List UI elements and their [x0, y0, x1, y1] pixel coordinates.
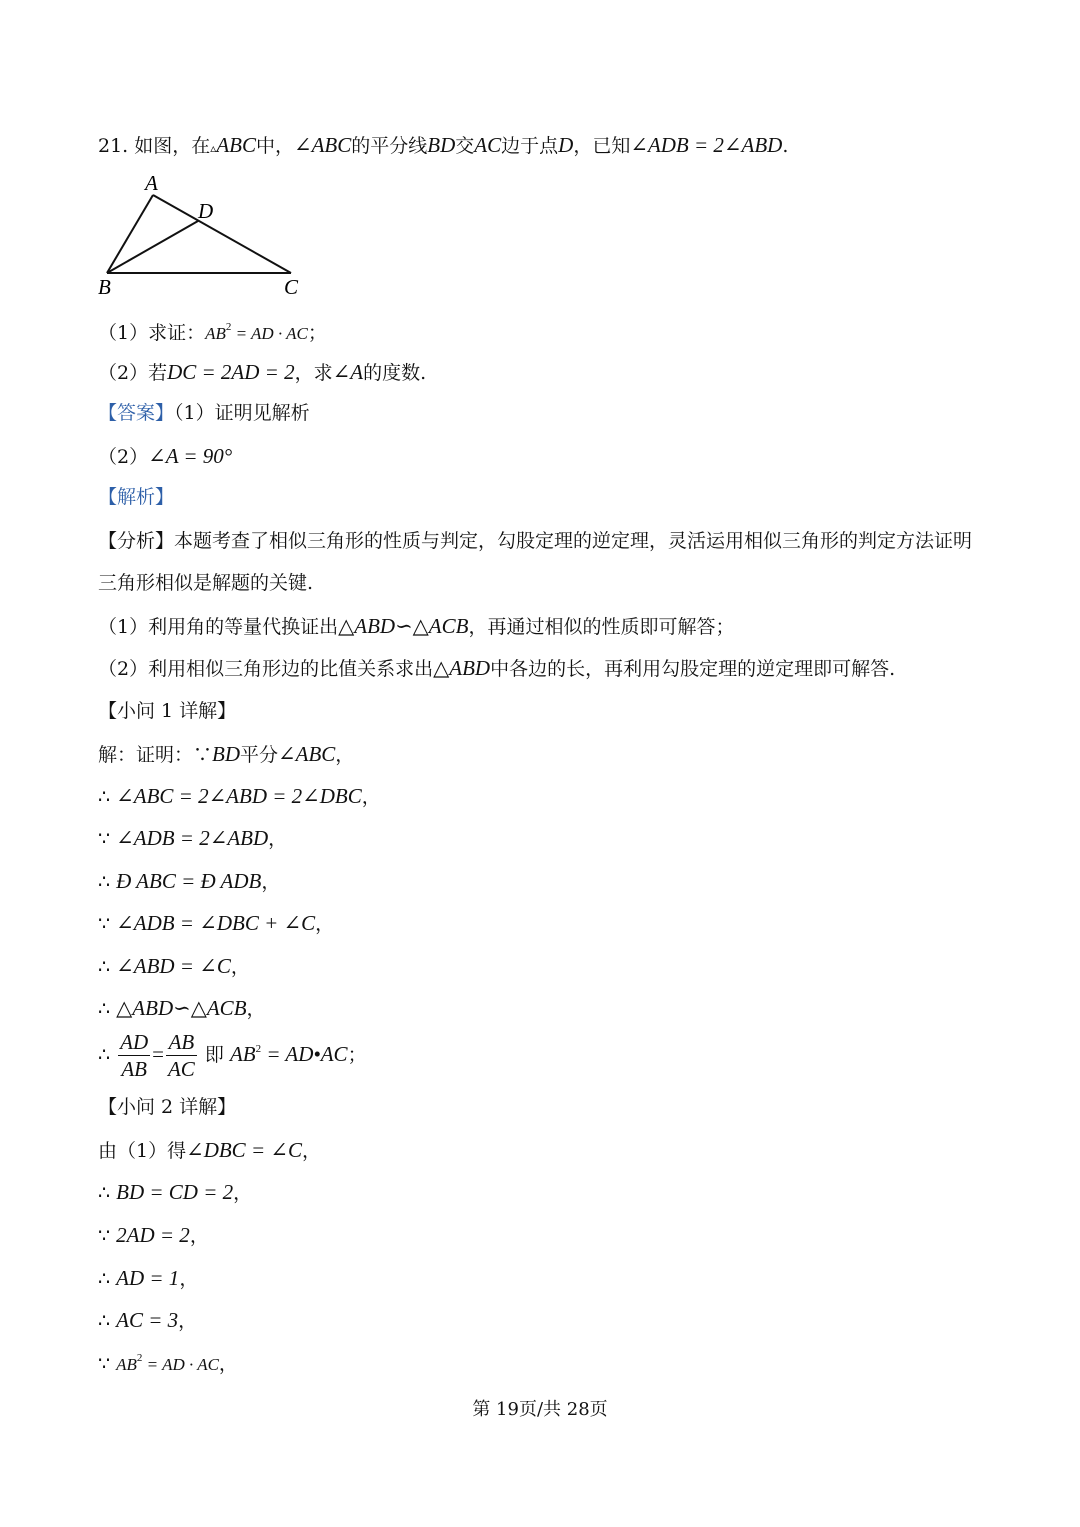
vertex-label-d: D: [198, 199, 214, 223]
part-1: （1）求证：$AB^2$ = AD · AC；: [98, 321, 327, 344]
q2-line-5: ∴ AC = 3，: [98, 1308, 198, 1332]
vertex-label-c: C: [284, 275, 299, 299]
step-1: （1）利用角的等量代换证出△ABD∽△ACB，再通过相似的性质即可解答；: [98, 614, 735, 638]
q1-line-1: 解：证明：∵BD平分∠ABC，: [98, 742, 355, 766]
q1-line-2: ∴ ∠ABC = 2∠ABD = 2∠DBC，: [98, 784, 381, 808]
q1-line-6: ∴ ∠ABD = ∠C，: [98, 954, 250, 978]
fenxi-line-2: 三角形相似是解题的关键.: [98, 572, 314, 594]
q2-line-3: ∵ 2AD = 2，: [98, 1223, 209, 1247]
q1-line-5: ∵ ∠ADB = ∠DBC + ∠C，: [98, 911, 335, 935]
answer-part-2: （2）∠A = 90°: [98, 444, 233, 468]
q1-line-7: ∴ △ABD∽△ACB，: [98, 996, 266, 1020]
segment-bd: [107, 221, 198, 273]
fraction-ab-ac: $\frac{AB}{AC}$: [167, 1030, 195, 1081]
analysis-tag: 【解析】: [98, 486, 175, 508]
q1-title: 【小问 1 详解】: [98, 700, 237, 722]
problem-statement: 21. 如图，在▵ABC中，∠ABC的平分线BD交AC边于点D，已知∠ADB = 2∠ABD.: [98, 133, 789, 157]
answer-tag: 【答案】: [98, 402, 175, 424]
answer-line: 【答案】（1）证明见解析: [98, 402, 310, 424]
q2-line-6: ∵ $AB^2$ = AD · AC，: [98, 1352, 238, 1375]
q1-line-3: ∵ ∠ADB = 2∠ABD，: [98, 826, 288, 850]
q2-line-4: ∴ AD = 1，: [98, 1266, 199, 1290]
problem-number: 21.: [98, 135, 129, 157]
fenxi-line-1: 【分析】本题考查了相似三角形的性质与判定，勾股定理的逆定理，灵活运用相似三角形的判定方法证明: [98, 530, 973, 552]
q1-line-8: ∴ $\frac{AD}{AB}$ = $\frac{AB}{AC}$ 即 $AB^2$ = AD•AC；: [98, 1030, 367, 1081]
side-ab: [107, 195, 153, 273]
step-2: （2）利用相似三角形边的比值关系求出△ABD中各边的长，再利用勾股定理的逆定理即可解答.: [98, 656, 896, 680]
triangle-figure: [90, 170, 320, 300]
fraction-ad-ab: $\frac{AD}{AB}$: [120, 1030, 149, 1081]
q2-title: 【小问 2 详解】: [98, 1096, 237, 1118]
page-footer: 第 19页/共 28页: [472, 1399, 608, 1420]
vertex-label-b: B: [98, 275, 111, 299]
q2-line-1: 由（1）得∠DBC = ∠C，: [98, 1138, 321, 1162]
q1-line-4: ∴ Ð ABC = Ð ADB，: [98, 869, 281, 893]
q2-line-2: ∴ BD = CD = 2，: [98, 1180, 253, 1204]
vertex-label-a: A: [145, 171, 158, 195]
part-2: （2）若DC = 2AD = 2，求∠A的度数.: [98, 360, 427, 384]
